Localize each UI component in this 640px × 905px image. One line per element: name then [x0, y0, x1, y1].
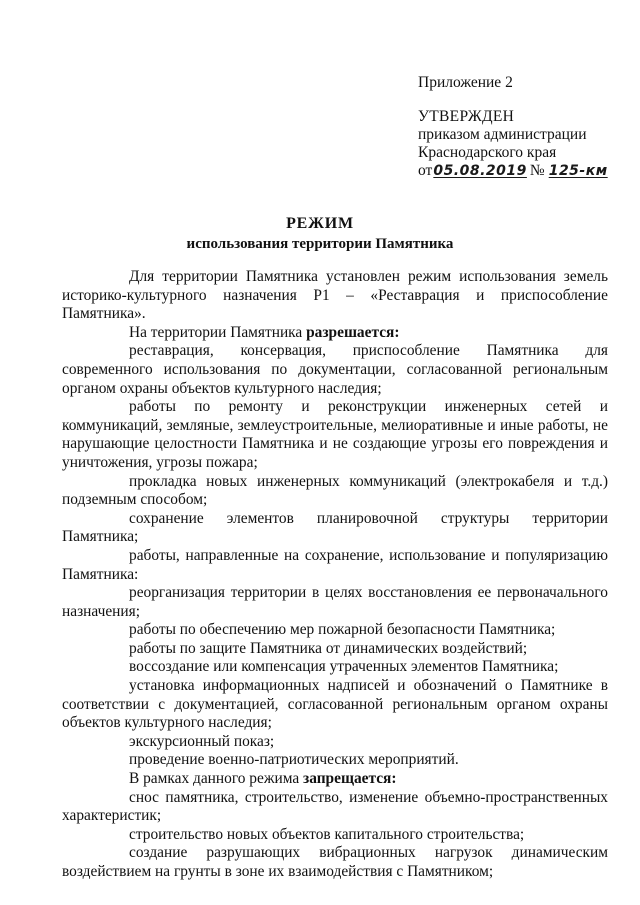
paragraph — [62, 547, 608, 584]
paragraph-text: прокладка новых инженерных коммуникаций (электрокабеля и т.д.) подземным способом; — [62, 472, 608, 509]
document-body — [62, 268, 608, 882]
paragraph — [62, 268, 608, 324]
paragraph-text: установка информационных надписей и обозначений о Памятнике в соответствии с документацией, согласованной региональным органом охраны объектов культурного наследия; — [62, 677, 608, 732]
appendix-label: Приложение 2 — [418, 74, 513, 91]
paragraph — [62, 510, 608, 547]
paragraph-text: строительство новых объектов капитального строительства; — [129, 825, 525, 843]
paragraph-text: работы, направленные на сохранение, использование и популяризацию Памятника: — [62, 546, 608, 583]
paragraph-text: работы по ремонту и реконструкции инженерных сетей и коммуникаций, земляные, землеустроительные, мелиоративные и иные работы, не нарушающие целостности Памятника и не создающие угрозы его повреждения и уничтожения, угрозы пожара; — [62, 398, 608, 471]
paragraph — [62, 844, 608, 881]
approved-label: УТВЕРЖДЕН — [418, 108, 515, 125]
paragraph — [62, 398, 608, 472]
paragraph — [62, 733, 608, 752]
paragraph-text: Для территории Памятника установлен режим использования земель историко-культурного назначения Р1 – «Реставрация и приспособление Памятника». — [62, 268, 608, 323]
paragraph-text: экскурсионный показ; — [129, 732, 275, 750]
paragraph-text: работы по защите Памятника от динамических воздействий; — [129, 639, 528, 657]
paragraph — [62, 342, 608, 398]
paragraph — [62, 826, 608, 845]
paragraph — [62, 658, 608, 677]
paragraph-text: снос памятника, строительство, изменение объемно-пространственных характеристик; — [62, 788, 608, 825]
approval-block — [418, 74, 628, 180]
paragraph-text: реставрация, консервация, приспособление Памятника для современного использования по документации, согласованной региональным органом охраны объектов культурного наследия; — [62, 342, 608, 397]
paragraph-text: работы по обеспечению мер пожарной безопасности Памятника; — [129, 621, 556, 639]
paragraph-bold-text: запрещается: — [303, 770, 397, 788]
paragraph — [62, 473, 608, 510]
paragraph-text: сохранение элементов планировочной структуры территории Памятника; — [62, 509, 608, 546]
paragraph — [62, 770, 608, 789]
paragraph — [62, 751, 608, 770]
paragraph — [62, 677, 608, 733]
paragraph-text: проведение военно-патриотических мероприятий. — [129, 751, 459, 769]
paragraph-bold-text: разрешается: — [306, 323, 400, 341]
paragraph-text: воссоздание или компенсация утраченных элементов Памятника; — [129, 658, 559, 676]
approval-date-line — [418, 162, 628, 180]
document-title: РЕЖИМ — [286, 215, 354, 232]
paragraph — [62, 640, 608, 659]
approval-line-1: приказом администрации — [418, 126, 587, 143]
paragraph — [62, 621, 608, 640]
handwritten-date: 05.08.2019 — [433, 163, 527, 179]
paragraph-text: создание разрушающих вибрационных нагрузок динамическим воздействием на грунты в зоне их взаимодействия с Памятником; — [62, 844, 608, 880]
paragraph — [62, 789, 608, 826]
number-sign: № — [529, 162, 545, 179]
date-prefix: от — [418, 162, 433, 179]
handwritten-number: 125-км — [548, 163, 608, 179]
paragraph — [62, 584, 608, 621]
paragraph-text: В рамках данного режима — [129, 770, 304, 788]
document-subtitle: использования территории Памятника — [186, 236, 454, 252]
approval-line-2: Краснодарского края — [418, 144, 557, 161]
paragraph-text: На территории Памятника — [129, 323, 307, 341]
paragraph — [62, 324, 608, 343]
paragraph-text: реорганизация территории в целях восстановления ее первоначального назначения; — [62, 584, 608, 620]
